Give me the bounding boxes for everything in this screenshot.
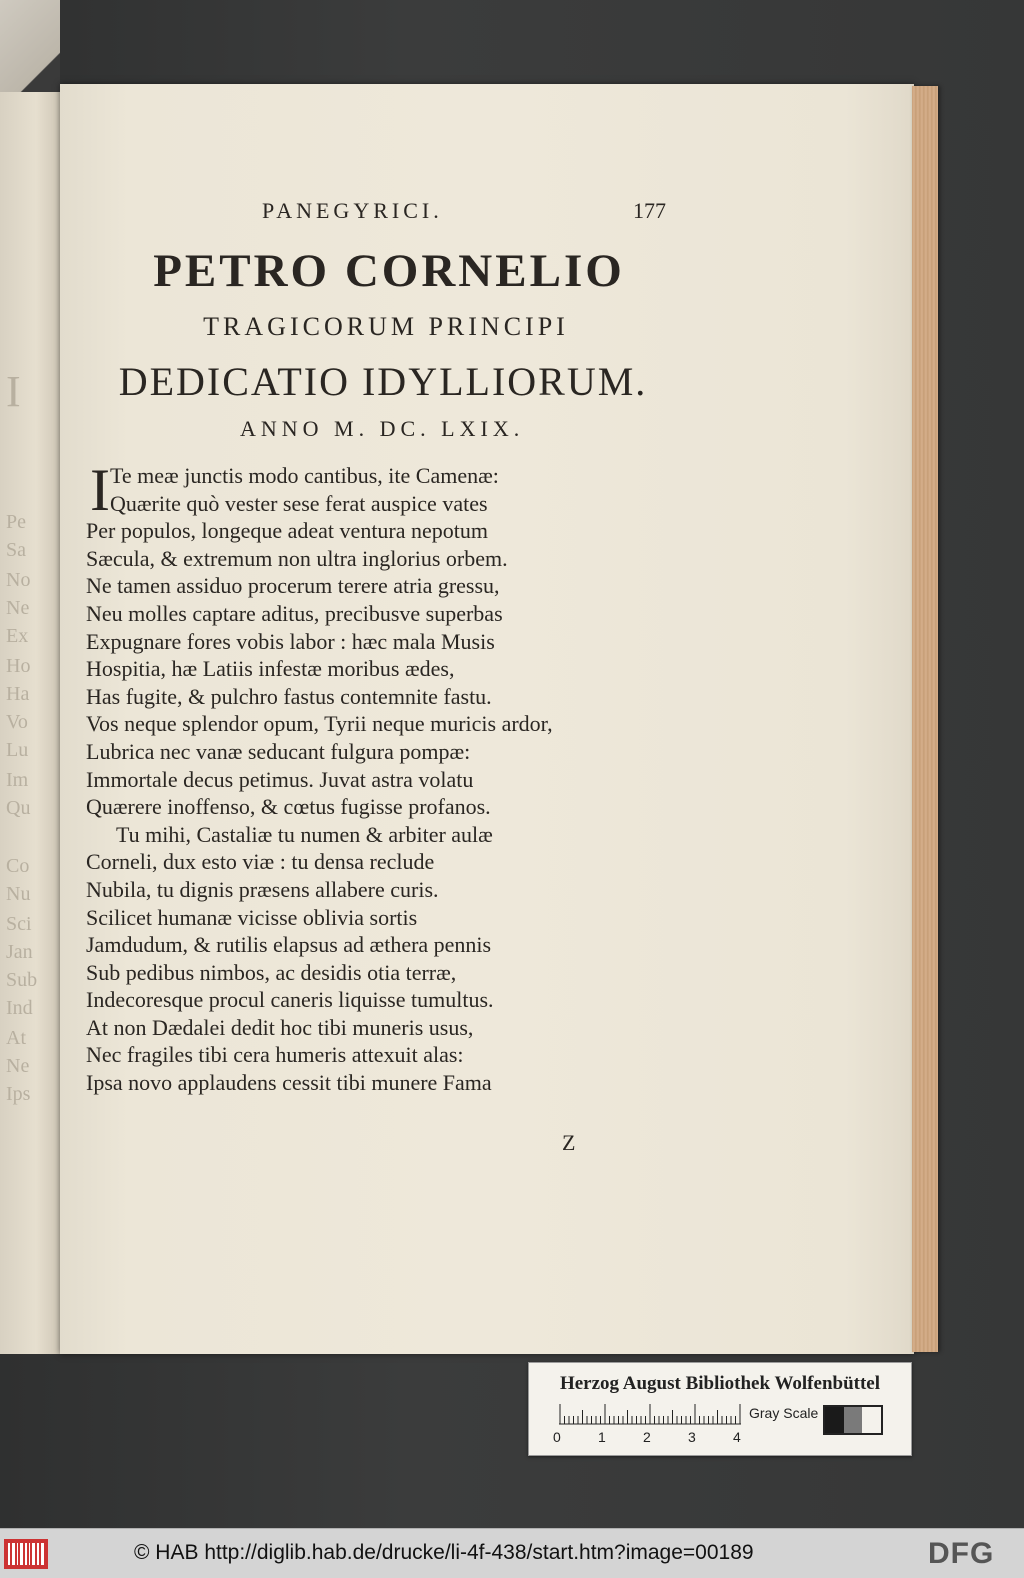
poem-line: Lubrica nec vanæ seducant fulgura pompæ: — [86, 738, 471, 764]
poem-line: Vos neque splendor opum, Tyrii neque muricis ardor, — [86, 711, 553, 737]
drop-cap: I — [90, 457, 110, 523]
previous-page-fragment: No — [6, 569, 31, 591]
previous-page-fragment: Pe — [6, 511, 26, 533]
gray-scale-swatches — [823, 1405, 883, 1435]
library-name: Herzog August Bibliothek Wolfenbüttel — [559, 1373, 881, 1394]
poem-text — [86, 457, 686, 1097]
page-corner — [0, 0, 60, 100]
ruler-number: 1 — [598, 1429, 606, 1445]
page-edges — [912, 86, 938, 1352]
catchword: Z — [562, 1130, 576, 1155]
poem-line: Corneli, dux esto viæ : tu densa reclude — [86, 849, 435, 875]
gray-swatch — [862, 1407, 881, 1433]
poem-line: Immortale decus petimus. Juvat astra volatu — [86, 766, 474, 792]
poem-line: Quærere inoffenso, & cœtus fugisse profanos. — [86, 794, 491, 820]
gray-swatch — [844, 1407, 863, 1433]
poem-line: Sæcula, & extremum non ultra inglorius orbem. — [86, 545, 508, 571]
running-head: PANEGYRICI. — [262, 198, 443, 223]
previous-page-fragment: Ips — [6, 1083, 31, 1105]
previous-page-fragment: At — [6, 1027, 26, 1049]
poem-line: Te meæ junctis modo cantibus, ite Camenæ: — [110, 463, 499, 488]
previous-page-fragment: Nu — [6, 883, 31, 905]
barcode-icon — [4, 1539, 48, 1569]
poem-line: Hospitia, hæ Latiis infestæ moribus ædes, — [86, 656, 455, 682]
poem-line: Nubila, tu dignis præsens allabere curis. — [86, 876, 439, 902]
poem-line: Quærite quò vester sese ferat auspice vates — [110, 490, 488, 516]
title-year: ANNO M. DC. LXIX. — [240, 416, 525, 441]
footer-bar — [0, 1528, 1024, 1578]
title-main: PETRO CORNELIO — [153, 245, 625, 297]
poem-line: Has fugite, & pulchro fastus contemnite fastu. — [86, 683, 492, 709]
previous-page-fragment: I — [6, 367, 21, 416]
previous-page-fragment: Ho — [6, 655, 31, 677]
poem-line: At non Dædalei dedit hoc tibi muneris usus, — [86, 1014, 474, 1040]
previous-page-fragment: Ne — [6, 1055, 30, 1077]
dfg-logo: DFG — [928, 1537, 995, 1570]
footer-copyright-link[interactable]: © HAB http://diglib.hab.de/drucke/li-4f-438/start.htm?image=00189 — [134, 1541, 754, 1564]
poem-line: Per populos, longeque adeat ventura nepotum — [86, 518, 489, 544]
previous-page-fragment: Sub — [6, 969, 38, 991]
previous-page — [0, 92, 60, 1354]
previous-page-fragment: Ne — [6, 597, 30, 619]
previous-page-fragment: Sci — [6, 913, 32, 935]
ruler-number: 4 — [733, 1429, 741, 1445]
poem-line: Indecoresque procul caneris liquisse tumultus. — [86, 987, 494, 1013]
poem-line: Jamdudum, & rutilis elapsus ad æthera pennis — [86, 932, 492, 958]
poem-line: Expugnare fores vobis labor : hæc mala Musis — [86, 628, 495, 654]
previous-page-fragment: Qu — [6, 797, 31, 819]
poem-line: Neu molles captare aditus, precibusve superbas — [86, 600, 503, 626]
poem-line: Nec fragiles tibi cera humeris attexuit alas: — [86, 1042, 464, 1068]
title-dedication: DEDICATIO IDYLLIORUM. — [118, 359, 648, 404]
title-sub: TRAGICORUM PRINCIPI — [203, 312, 569, 341]
ruler-number: 3 — [688, 1429, 696, 1445]
page-number: 177 — [633, 198, 666, 223]
previous-page-fragment: Vo — [6, 711, 28, 733]
previous-page-fragment: Ind — [6, 997, 33, 1019]
poem-line: Ne tamen assiduo procerum terere atria gressu, — [86, 573, 500, 599]
poem-line: Scilicet humanæ vicisse oblivia sortis — [86, 904, 418, 930]
poem-line: Ipsa novo applaudens cessit tibi munere Fama — [86, 1070, 492, 1096]
gray-swatch — [825, 1407, 844, 1433]
ruler-scale — [559, 1403, 741, 1425]
previous-page-fragment: Lu — [6, 739, 29, 761]
previous-page-fragment: Jan — [6, 941, 33, 963]
previous-page-fragment: Im — [6, 769, 29, 791]
previous-page-fragment: Ha — [6, 683, 30, 705]
ruler-number: 0 — [553, 1429, 561, 1445]
gray-scale-label: Gray Scale — [749, 1405, 819, 1421]
previous-page-fragment: Sa — [6, 539, 26, 561]
previous-page-fragment: Co — [6, 855, 30, 877]
poem-line: Tu mihi, Castaliæ tu numen & arbiter aulæ — [116, 821, 493, 847]
poem-line: Sub pedibus nimbos, ac desidis otia terræ, — [86, 959, 457, 985]
ruler-number: 2 — [643, 1429, 651, 1445]
library-label — [528, 1362, 912, 1456]
previous-page-fragment: Ex — [6, 625, 29, 647]
